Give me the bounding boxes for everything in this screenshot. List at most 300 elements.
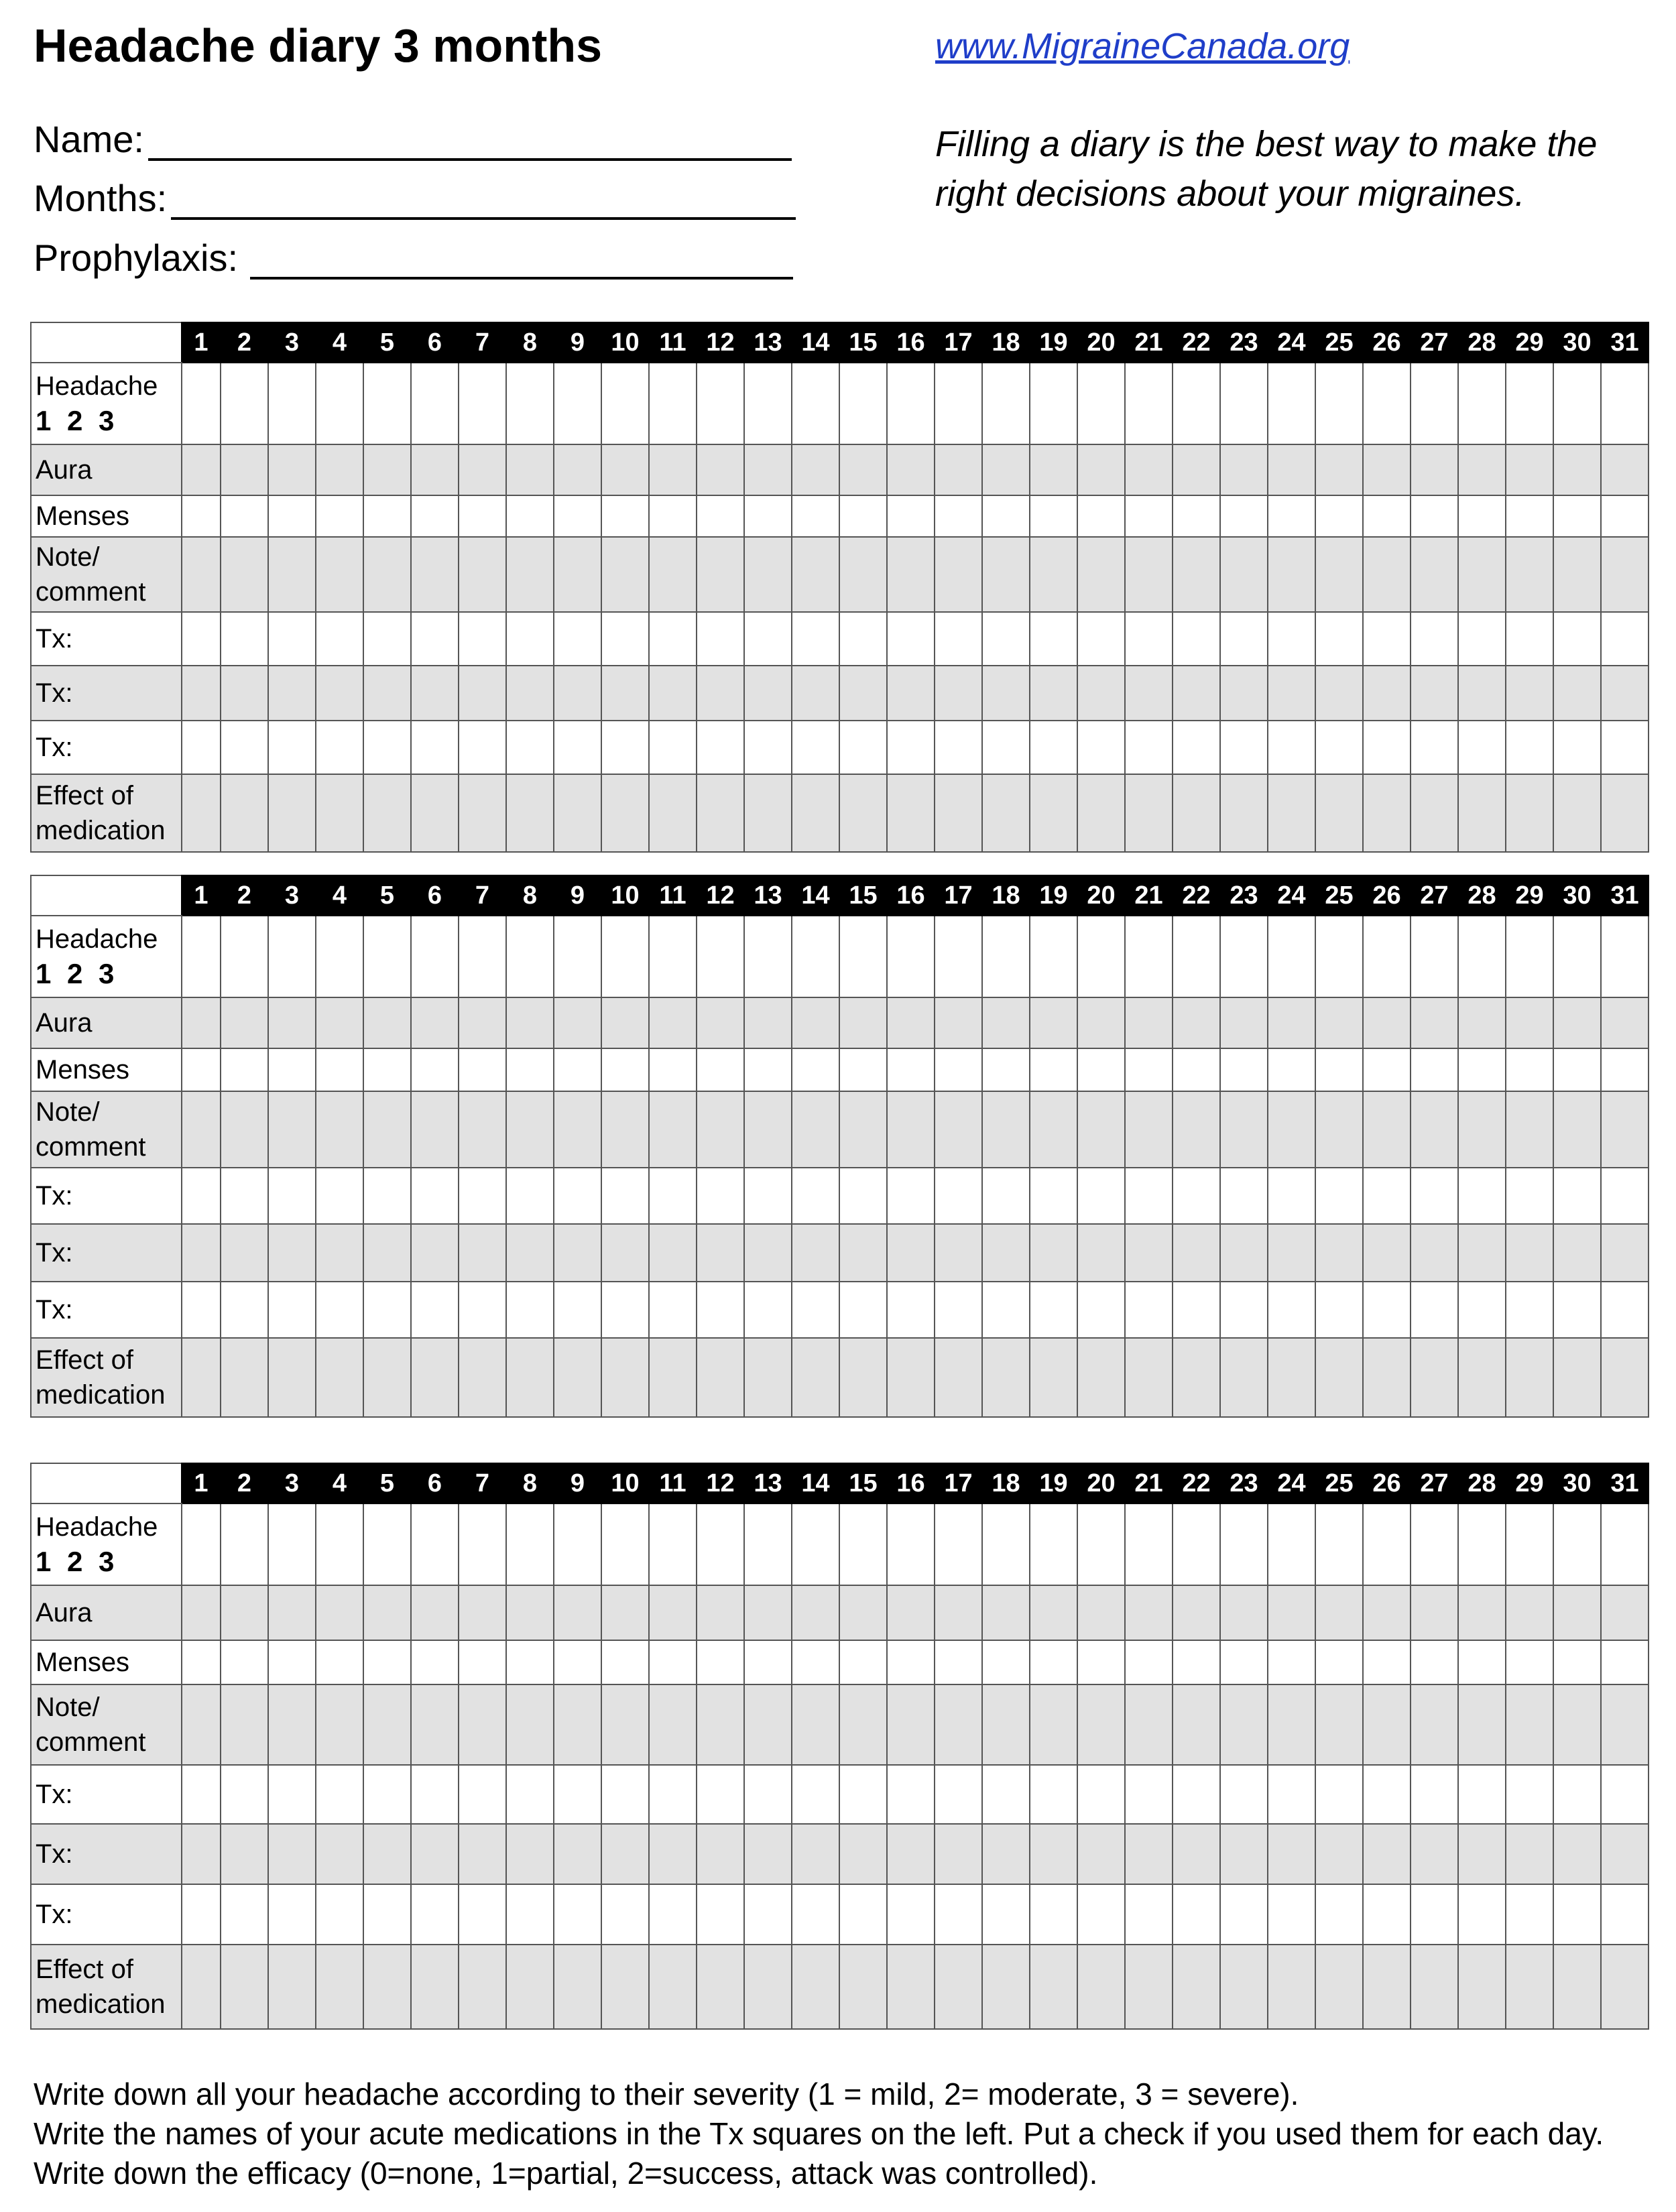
diary-cell[interactable] [1411, 1282, 1458, 1338]
diary-cell[interactable] [554, 1585, 601, 1640]
diary-cell[interactable] [792, 537, 839, 612]
diary-cell[interactable] [182, 1338, 221, 1417]
diary-cell[interactable] [697, 721, 744, 774]
diary-cell[interactable] [316, 1765, 363, 1824]
diary-cell[interactable] [1363, 1765, 1411, 1824]
diary-cell[interactable] [1173, 1585, 1220, 1640]
diary-cell[interactable] [316, 1091, 363, 1168]
diary-cell[interactable] [506, 1048, 554, 1091]
diary-cell[interactable] [601, 1091, 649, 1168]
diary-cell[interactable] [221, 1338, 268, 1417]
diary-cell[interactable] [1553, 774, 1601, 852]
diary-cell[interactable] [697, 1765, 744, 1824]
diary-cell[interactable] [1506, 1168, 1553, 1224]
diary-cell[interactable] [459, 1684, 506, 1765]
diary-cell[interactable] [744, 1640, 792, 1684]
diary-cell[interactable] [1315, 537, 1363, 612]
diary-cell[interactable] [1553, 495, 1601, 537]
diary-cell[interactable] [1363, 495, 1411, 537]
diary-cell[interactable] [268, 1224, 316, 1282]
diary-cell[interactable] [411, 1945, 459, 2029]
diary-cell[interactable] [554, 1224, 601, 1282]
diary-cell[interactable] [363, 1585, 411, 1640]
diary-cell[interactable] [221, 444, 268, 495]
diary-cell[interactable] [792, 1684, 839, 1765]
diary-cell[interactable] [1125, 495, 1173, 537]
diary-cell[interactable] [792, 363, 839, 444]
diary-cell[interactable] [982, 1282, 1030, 1338]
diary-cell[interactable] [1030, 916, 1077, 997]
diary-cell[interactable] [935, 612, 982, 666]
diary-cell[interactable] [1458, 1282, 1506, 1338]
diary-cell[interactable] [697, 997, 744, 1048]
diary-cell[interactable] [697, 1048, 744, 1091]
diary-cell[interactable] [554, 1282, 601, 1338]
diary-cell[interactable] [1363, 444, 1411, 495]
diary-cell[interactable] [1268, 612, 1315, 666]
diary-cell[interactable] [1268, 537, 1315, 612]
diary-cell[interactable] [1125, 1765, 1173, 1824]
diary-cell[interactable] [1458, 1684, 1506, 1765]
diary-cell[interactable] [1220, 1765, 1268, 1824]
diary-cell[interactable] [1268, 495, 1315, 537]
diary-cell[interactable] [1553, 444, 1601, 495]
diary-cell[interactable] [792, 1224, 839, 1282]
diary-cell[interactable] [411, 1884, 459, 1945]
diary-cell[interactable] [982, 1091, 1030, 1168]
diary-cell[interactable] [1363, 612, 1411, 666]
diary-cell[interactable] [1268, 721, 1315, 774]
diary-cell[interactable] [459, 1824, 506, 1884]
diary-cell[interactable] [982, 1338, 1030, 1417]
diary-cell[interactable] [649, 721, 697, 774]
diary-cell[interactable] [411, 612, 459, 666]
diary-cell[interactable] [1173, 1765, 1220, 1824]
diary-cell[interactable] [411, 1640, 459, 1684]
diary-cell[interactable] [1077, 537, 1125, 612]
diary-cell[interactable] [1506, 1338, 1553, 1417]
diary-cell[interactable] [1315, 721, 1363, 774]
diary-cell[interactable] [792, 997, 839, 1048]
diary-cell[interactable] [554, 997, 601, 1048]
diary-cell[interactable] [268, 1684, 316, 1765]
diary-cell[interactable] [1268, 444, 1315, 495]
diary-cell[interactable] [1363, 1640, 1411, 1684]
diary-cell[interactable] [1363, 363, 1411, 444]
diary-cell[interactable] [411, 1048, 459, 1091]
diary-cell[interactable] [839, 1640, 887, 1684]
diary-cell[interactable] [935, 1824, 982, 1884]
diary-cell[interactable] [459, 1640, 506, 1684]
diary-cell[interactable] [506, 1684, 554, 1765]
diary-cell[interactable] [1030, 1503, 1077, 1585]
diary-cell[interactable] [1458, 1765, 1506, 1824]
diary-cell[interactable] [601, 916, 649, 997]
diary-cell[interactable] [554, 916, 601, 997]
diary-cell[interactable] [1363, 1824, 1411, 1884]
diary-cell[interactable] [1363, 774, 1411, 852]
diary-cell[interactable] [1125, 363, 1173, 444]
diary-cell[interactable] [268, 444, 316, 495]
diary-cell[interactable] [1077, 997, 1125, 1048]
diary-cell[interactable] [554, 1503, 601, 1585]
diary-cell[interactable] [182, 916, 221, 997]
diary-cell[interactable] [744, 444, 792, 495]
diary-cell[interactable] [316, 997, 363, 1048]
diary-cell[interactable] [1601, 1945, 1649, 2029]
diary-cell[interactable] [459, 1884, 506, 1945]
diary-cell[interactable] [1506, 1282, 1553, 1338]
diary-cell[interactable] [1077, 363, 1125, 444]
diary-cell[interactable] [506, 1640, 554, 1684]
diary-cell[interactable] [1125, 1824, 1173, 1884]
diary-cell[interactable] [1220, 1945, 1268, 2029]
diary-cell[interactable] [1220, 721, 1268, 774]
diary-cell[interactable] [1553, 1640, 1601, 1684]
diary-cell[interactable] [1411, 1048, 1458, 1091]
diary-cell[interactable] [744, 1765, 792, 1824]
diary-cell[interactable] [1220, 363, 1268, 444]
diary-cell[interactable] [935, 444, 982, 495]
diary-cell[interactable] [601, 363, 649, 444]
diary-cell[interactable] [1030, 444, 1077, 495]
diary-cell[interactable] [268, 1824, 316, 1884]
diary-cell[interactable] [935, 721, 982, 774]
diary-cell[interactable] [506, 1824, 554, 1884]
diary-cell[interactable] [316, 1884, 363, 1945]
diary-cell[interactable] [887, 916, 935, 997]
diary-cell[interactable] [935, 495, 982, 537]
diary-cell[interactable] [744, 1168, 792, 1224]
diary-cell[interactable] [887, 1824, 935, 1884]
diary-cell[interactable] [1220, 1091, 1268, 1168]
diary-cell[interactable] [1553, 1884, 1601, 1945]
diary-cell[interactable] [1601, 721, 1649, 774]
diary-cell[interactable] [887, 1503, 935, 1585]
diary-cell[interactable] [649, 916, 697, 997]
diary-cell[interactable] [1220, 537, 1268, 612]
diary-cell[interactable] [1458, 444, 1506, 495]
diary-cell[interactable] [1220, 774, 1268, 852]
diary-cell[interactable] [268, 1168, 316, 1224]
diary-cell[interactable] [182, 1684, 221, 1765]
diary-cell[interactable] [459, 666, 506, 721]
diary-cell[interactable] [887, 666, 935, 721]
diary-cell[interactable] [221, 1282, 268, 1338]
diary-cell[interactable] [1125, 1640, 1173, 1684]
diary-cell[interactable] [1315, 1640, 1363, 1684]
diary-cell[interactable] [1411, 1168, 1458, 1224]
diary-cell[interactable] [1458, 1503, 1506, 1585]
diary-cell[interactable] [1601, 495, 1649, 537]
diary-cell[interactable] [649, 1048, 697, 1091]
diary-cell[interactable] [887, 495, 935, 537]
diary-cell[interactable] [1506, 1684, 1553, 1765]
diary-cell[interactable] [982, 1503, 1030, 1585]
diary-cell[interactable] [649, 997, 697, 1048]
diary-cell[interactable] [268, 363, 316, 444]
diary-cell[interactable] [1553, 997, 1601, 1048]
diary-cell[interactable] [744, 997, 792, 1048]
diary-cell[interactable] [1268, 1091, 1315, 1168]
diary-cell[interactable] [506, 537, 554, 612]
diary-cell[interactable] [1030, 774, 1077, 852]
diary-cell[interactable] [792, 721, 839, 774]
diary-cell[interactable] [744, 1945, 792, 2029]
diary-cell[interactable] [1030, 1168, 1077, 1224]
diary-cell[interactable] [1173, 1945, 1220, 2029]
diary-cell[interactable] [1268, 363, 1315, 444]
diary-cell[interactable] [649, 1168, 697, 1224]
diary-cell[interactable] [1125, 1684, 1173, 1765]
diary-cell[interactable] [1315, 1585, 1363, 1640]
diary-cell[interactable] [1458, 1824, 1506, 1884]
diary-cell[interactable] [554, 363, 601, 444]
diary-cell[interactable] [649, 1684, 697, 1765]
diary-cell[interactable] [697, 666, 744, 721]
diary-cell[interactable] [697, 495, 744, 537]
diary-cell[interactable] [601, 721, 649, 774]
diary-cell[interactable] [601, 1765, 649, 1824]
diary-cell[interactable] [459, 1338, 506, 1417]
diary-cell[interactable] [1411, 1091, 1458, 1168]
diary-cell[interactable] [1458, 1168, 1506, 1224]
diary-cell[interactable] [1125, 1338, 1173, 1417]
diary-cell[interactable] [792, 1338, 839, 1417]
diary-cell[interactable] [982, 612, 1030, 666]
diary-cell[interactable] [1220, 1048, 1268, 1091]
diary-cell[interactable] [1363, 537, 1411, 612]
diary-cell[interactable] [744, 1585, 792, 1640]
diary-cell[interactable] [1601, 774, 1649, 852]
diary-cell[interactable] [697, 444, 744, 495]
diary-cell[interactable] [1030, 1765, 1077, 1824]
diary-cell[interactable] [1268, 774, 1315, 852]
diary-cell[interactable] [697, 1338, 744, 1417]
diary-cell[interactable] [221, 1048, 268, 1091]
diary-cell[interactable] [1125, 916, 1173, 997]
diary-cell[interactable] [363, 1168, 411, 1224]
diary-cell[interactable] [982, 444, 1030, 495]
diary-cell[interactable] [1506, 537, 1553, 612]
diary-cell[interactable] [744, 774, 792, 852]
diary-cell[interactable] [459, 1224, 506, 1282]
diary-cell[interactable] [1411, 363, 1458, 444]
diary-cell[interactable] [1553, 916, 1601, 997]
diary-cell[interactable] [221, 1765, 268, 1824]
diary-cell[interactable] [649, 363, 697, 444]
diary-cell[interactable] [1411, 1503, 1458, 1585]
diary-cell[interactable] [1220, 1282, 1268, 1338]
diary-cell[interactable] [268, 1945, 316, 2029]
diary-cell[interactable] [1077, 1168, 1125, 1224]
diary-cell[interactable] [506, 1945, 554, 2029]
diary-cell[interactable] [1553, 612, 1601, 666]
diary-cell[interactable] [363, 997, 411, 1048]
diary-cell[interactable] [363, 1224, 411, 1282]
diary-cell[interactable] [506, 1091, 554, 1168]
diary-cell[interactable] [697, 363, 744, 444]
diary-cell[interactable] [1173, 1684, 1220, 1765]
diary-cell[interactable] [1125, 1945, 1173, 2029]
diary-cell[interactable] [887, 612, 935, 666]
diary-cell[interactable] [649, 666, 697, 721]
diary-cell[interactable] [839, 774, 887, 852]
diary-cell[interactable] [1458, 774, 1506, 852]
diary-cell[interactable] [1077, 1884, 1125, 1945]
diary-cell[interactable] [1506, 1765, 1553, 1824]
diary-cell[interactable] [1411, 774, 1458, 852]
diary-cell[interactable] [744, 1884, 792, 1945]
diary-cell[interactable] [316, 1338, 363, 1417]
diary-cell[interactable] [649, 1585, 697, 1640]
diary-cell[interactable] [935, 1585, 982, 1640]
diary-cell[interactable] [839, 1884, 887, 1945]
diary-cell[interactable] [1077, 666, 1125, 721]
diary-cell[interactable] [1173, 1338, 1220, 1417]
diary-cell[interactable] [1363, 997, 1411, 1048]
diary-cell[interactable] [554, 1338, 601, 1417]
diary-cell[interactable] [1268, 916, 1315, 997]
diary-cell[interactable] [1458, 612, 1506, 666]
diary-cell[interactable] [1506, 363, 1553, 444]
diary-cell[interactable] [744, 1048, 792, 1091]
diary-cell[interactable] [744, 612, 792, 666]
diary-cell[interactable] [1601, 1884, 1649, 1945]
diary-cell[interactable] [1268, 1503, 1315, 1585]
diary-cell[interactable] [1363, 1503, 1411, 1585]
diary-cell[interactable] [506, 495, 554, 537]
diary-cell[interactable] [182, 1282, 221, 1338]
diary-cell[interactable] [1601, 1338, 1649, 1417]
diary-cell[interactable] [839, 1684, 887, 1765]
diary-cell[interactable] [839, 612, 887, 666]
diary-cell[interactable] [1077, 1684, 1125, 1765]
diary-cell[interactable] [649, 1091, 697, 1168]
diary-cell[interactable] [1173, 1824, 1220, 1884]
diary-cell[interactable] [363, 363, 411, 444]
diary-cell[interactable] [1458, 1091, 1506, 1168]
diary-cell[interactable] [363, 916, 411, 997]
diary-cell[interactable] [887, 444, 935, 495]
diary-cell[interactable] [1315, 1338, 1363, 1417]
diary-cell[interactable] [554, 1765, 601, 1824]
diary-cell[interactable] [744, 537, 792, 612]
diary-cell[interactable] [1458, 1640, 1506, 1684]
diary-cell[interactable] [1506, 495, 1553, 537]
diary-cell[interactable] [1553, 1945, 1601, 2029]
diary-cell[interactable] [1220, 1640, 1268, 1684]
diary-cell[interactable] [221, 1824, 268, 1884]
diary-cell[interactable] [982, 1945, 1030, 2029]
diary-cell[interactable] [1125, 1585, 1173, 1640]
diary-cell[interactable] [1268, 997, 1315, 1048]
diary-cell[interactable] [316, 1824, 363, 1884]
diary-cell[interactable] [268, 997, 316, 1048]
diary-cell[interactable] [792, 1640, 839, 1684]
diary-cell[interactable] [887, 1945, 935, 2029]
diary-cell[interactable] [1315, 1503, 1363, 1585]
diary-cell[interactable] [554, 1684, 601, 1765]
diary-cell[interactable] [459, 1091, 506, 1168]
diary-cell[interactable] [792, 1091, 839, 1168]
diary-cell[interactable] [1268, 1168, 1315, 1224]
diary-cell[interactable] [1506, 1224, 1553, 1282]
diary-cell[interactable] [411, 1684, 459, 1765]
diary-cell[interactable] [935, 1684, 982, 1765]
diary-cell[interactable] [554, 1884, 601, 1945]
diary-cell[interactable] [982, 537, 1030, 612]
diary-cell[interactable] [506, 666, 554, 721]
diary-cell[interactable] [411, 444, 459, 495]
diary-cell[interactable] [1125, 444, 1173, 495]
diary-cell[interactable] [316, 666, 363, 721]
diary-cell[interactable] [1601, 666, 1649, 721]
diary-cell[interactable] [1601, 1684, 1649, 1765]
diary-cell[interactable] [316, 1048, 363, 1091]
diary-cell[interactable] [1125, 1503, 1173, 1585]
diary-cell[interactable] [1268, 1048, 1315, 1091]
diary-cell[interactable] [982, 774, 1030, 852]
diary-cell[interactable] [1458, 537, 1506, 612]
diary-cell[interactable] [697, 1282, 744, 1338]
diary-cell[interactable] [697, 1884, 744, 1945]
diary-cell[interactable] [1553, 1585, 1601, 1640]
diary-cell[interactable] [1601, 537, 1649, 612]
diary-cell[interactable] [792, 1824, 839, 1884]
diary-cell[interactable] [1553, 1338, 1601, 1417]
diary-cell[interactable] [1173, 1282, 1220, 1338]
diary-cell[interactable] [1125, 1091, 1173, 1168]
diary-cell[interactable] [935, 997, 982, 1048]
diary-cell[interactable] [1030, 1945, 1077, 2029]
diary-cell[interactable] [506, 997, 554, 1048]
diary-cell[interactable] [316, 363, 363, 444]
diary-cell[interactable] [1363, 1684, 1411, 1765]
diary-cell[interactable] [316, 1585, 363, 1640]
diary-cell[interactable] [554, 612, 601, 666]
diary-cell[interactable] [316, 1684, 363, 1765]
diary-cell[interactable] [601, 1048, 649, 1091]
diary-cell[interactable] [1030, 1224, 1077, 1282]
diary-cell[interactable] [839, 1503, 887, 1585]
diary-cell[interactable] [554, 1945, 601, 2029]
diary-cell[interactable] [1173, 1884, 1220, 1945]
diary-cell[interactable] [839, 1048, 887, 1091]
name-field[interactable] [34, 107, 792, 161]
diary-cell[interactable] [182, 1168, 221, 1224]
diary-cell[interactable] [1077, 1048, 1125, 1091]
diary-cell[interactable] [1601, 1503, 1649, 1585]
diary-cell[interactable] [1553, 537, 1601, 612]
diary-cell[interactable] [1506, 1824, 1553, 1884]
diary-cell[interactable] [887, 721, 935, 774]
diary-cell[interactable] [221, 1503, 268, 1585]
diary-cell[interactable] [1601, 1585, 1649, 1640]
diary-cell[interactable] [411, 1824, 459, 1884]
diary-cell[interactable] [554, 1091, 601, 1168]
diary-cell[interactable] [1315, 1765, 1363, 1824]
diary-cell[interactable] [1173, 363, 1220, 444]
diary-cell[interactable] [221, 1168, 268, 1224]
diary-cell[interactable] [1030, 997, 1077, 1048]
diary-cell[interactable] [1173, 1048, 1220, 1091]
months-field[interactable] [34, 166, 796, 220]
diary-cell[interactable] [182, 1503, 221, 1585]
diary-cell[interactable] [697, 1224, 744, 1282]
diary-cell[interactable] [268, 774, 316, 852]
diary-cell[interactable] [649, 1503, 697, 1585]
